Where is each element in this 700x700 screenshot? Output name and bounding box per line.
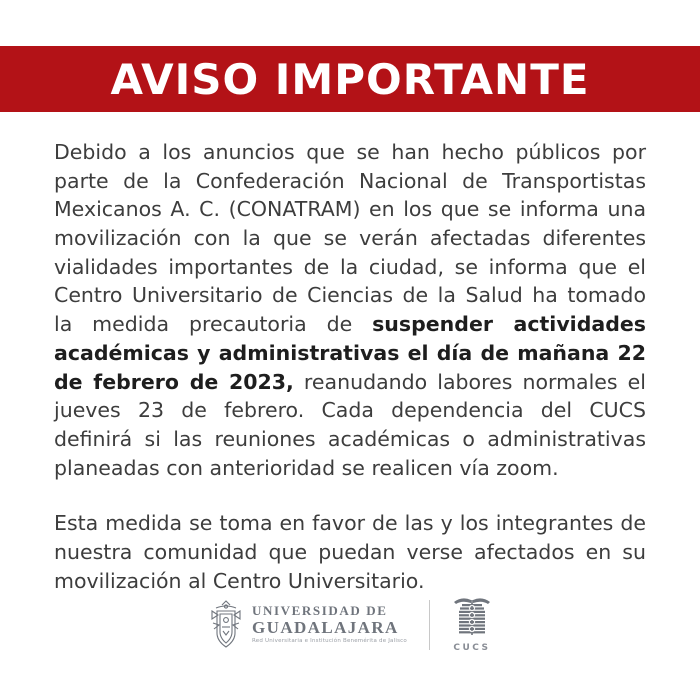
notice-body xyxy=(54,138,646,622)
cucs-logo xyxy=(452,596,492,653)
udg-crest-icon xyxy=(208,599,244,651)
paragraph-1 xyxy=(54,138,646,482)
cucs-caduceus-icon xyxy=(452,596,492,642)
banner-title: AVISO IMPORTANTE xyxy=(110,54,590,104)
udg-wordmark xyxy=(252,604,407,645)
paragraph-1-pre: Debido a los anuncios que se han hecho públicos por parte de la Confederación Nacional de Transportistas Mexicanos A. C. (CONATRAM) en los que se informa una movilización con la que se verán afectadas diferentes vialidades importantes de la ciudad, se informa que el Centro Universitario de Ciencias de la Salud ha tomado la medida precautoria de xyxy=(54,140,646,337)
banner xyxy=(0,46,700,112)
udg-logo xyxy=(208,599,407,651)
paragraph-1-bold: suspender actividades académicas y administrativas el día de mañana 22 de febrero de 2023, xyxy=(54,312,646,394)
cucs-label: CUCS xyxy=(453,643,491,653)
paragraph-1-post: reanudando labores normales el jueves 23 de febrero. Cada dependencia del CUCS definirá si las reuniones académicas o administrativas planeadas con anterioridad se realicen vía zoom. xyxy=(54,369,646,480)
footer-divider xyxy=(429,600,430,650)
udg-tagline: Red Universitaria e Institución Benemérita de Jalisco xyxy=(252,638,407,645)
udg-wordmark-line2: GUADALAJARA xyxy=(252,618,399,638)
udg-wordmark-line1: UNIVERSIDAD DE xyxy=(252,603,388,619)
paragraph-2: Esta medida se toma en favor de las y los integrantes de nuestra comunidad que puedan verse afectados en su movilización al Centro Universitario. xyxy=(54,511,646,593)
footer-logos xyxy=(0,596,700,653)
